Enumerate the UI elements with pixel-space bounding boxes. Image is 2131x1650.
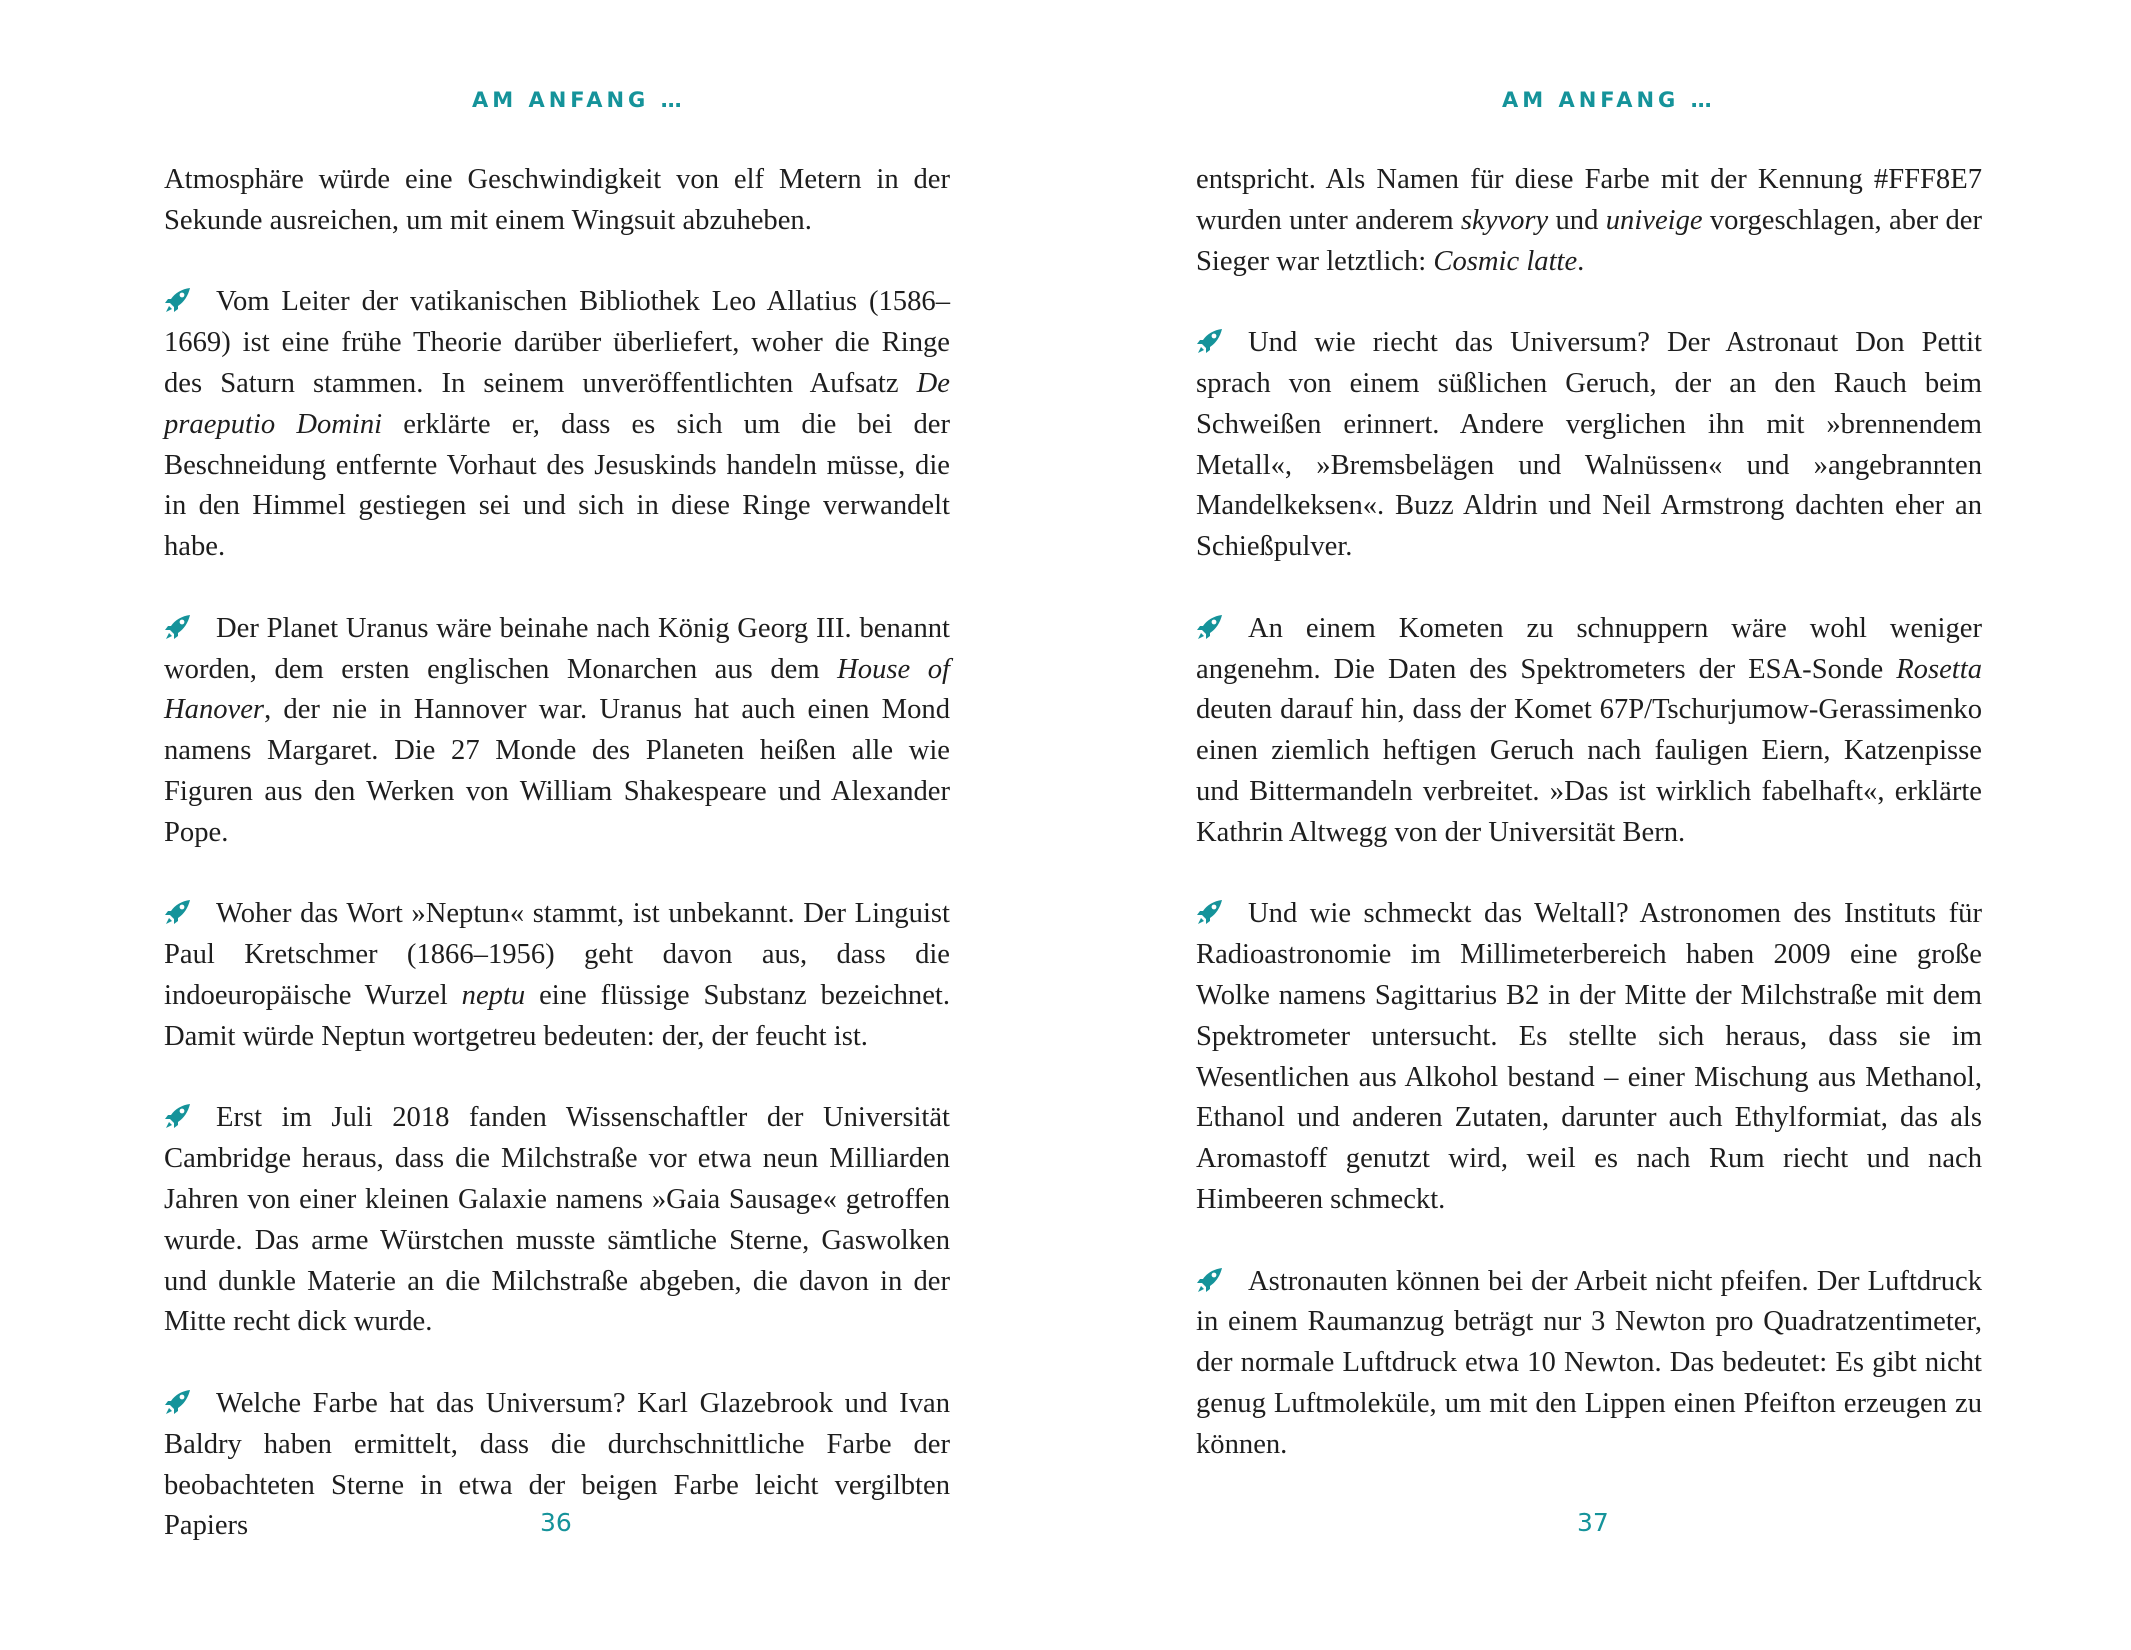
text-run: Atmosphäre würde eine Geschwindigkeit von elf Metern in der Sekunde ausreichen, um mit einem Wingsuit abzuheben.	[164, 164, 950, 236]
running-head: AM ANFANG …	[472, 88, 686, 112]
running-head: AM ANFANG …	[1502, 88, 1716, 112]
continued-paragraph	[164, 160, 950, 242]
rocket-icon	[164, 1103, 192, 1129]
text-run: .	[1577, 245, 1585, 277]
fact-paragraph	[164, 282, 950, 568]
page-number: 36	[540, 1508, 572, 1537]
fact-paragraph	[164, 1098, 950, 1343]
text-run: Vom Leiter der vatikanischen Bibliothek Leo Allatius (1586–1669) ist eine frühe Theorie darüber überliefert, woher die Ringe des Saturn stammen. In seinem unveröffentlichten Aufsatz	[164, 286, 950, 399]
fact-paragraph	[164, 894, 950, 1057]
text-run: deuten darauf hin, dass der Komet 67P/Tschurjumow-Gerassimenko einen ziemlich heftigen Geruch nach fauligen Eiern, Katzenpisse und Bittermandeln verbreitet. »Das ist wirklich fabelhaft«, erklärte Kathrin Altwegg von der Universität Bern.	[1196, 694, 1982, 848]
italic-term: House of Hanover	[164, 653, 951, 726]
rocket-icon	[164, 287, 192, 313]
text-run: An einem Kometen zu schnuppern wäre wohl weniger angenehm. Die Daten des Spektrometers der ESA-Sonde	[1196, 612, 1982, 685]
text-run: Der Planet Uranus wäre beinahe nach König Georg III. benannt worden, dem ersten englischen Monarchen aus dem	[164, 612, 950, 685]
rocket-icon	[1196, 899, 1224, 925]
text-run: eine flüssige Substanz bezeichnet. Damit würde Neptun wortgetreu bedeuten: der, der feucht ist.	[164, 979, 950, 1052]
page-number: 37	[1577, 1508, 1609, 1537]
text-run: Und wie riecht das Universum? Der Astronaut Don Pettit sprach von einem süßlichen Geruch, der an den Rauch beim Schweißen erinnert. Andere verglichen ihn mit »brennendem Metall«, »Bremsbelägen und Walnüssen« und »angebrannten Mandelkeksen«. Buzz Aldrin und Neil Armstrong dachten eher an Schießpulver.	[1196, 327, 1982, 563]
italic-term: De praeputio Domini	[164, 367, 950, 440]
fact-paragraph	[1196, 1262, 1982, 1466]
text-run: Erst im Juli 2018 fanden Wissenschaftler der Universität Cambridge heraus, dass die Milchstraße vor etwa neun Milliarden Jahren von einer kleinen Galaxie namens »Gaia Sausage« getroffen wurde. Das arme Würstchen musste sämtliche Sterne, Gaswolken und dunkle Materie an die Milchstraße abgeben, die davon in der Mitte recht dick wurde.	[164, 1102, 950, 1338]
rocket-icon	[1196, 1267, 1224, 1293]
text-run: Astronauten können bei der Arbeit nicht pfeifen. Der Luftdruck in einem Raumanzug beträgt nur 3 Newton pro Quadratzentimeter, der normale Luftdruck etwa 10 Newton. Das bedeutet: Es gibt nicht genug Luftmoleküle, um mit den Lippen einen Pfeifton erzeugen zu können.	[1196, 1265, 1982, 1460]
rocket-icon	[164, 899, 192, 925]
rocket-icon	[164, 614, 192, 640]
italic-term: univeige	[1605, 204, 1703, 236]
text-run: entspricht. Als Namen für diese Farbe mit der Kennung #FFF8E7 wurden unter anderem	[1196, 164, 1982, 236]
rocket-icon	[1196, 328, 1224, 354]
text-run: vorgeschlagen, aber der Sieger war letztlich:	[1196, 204, 1982, 277]
body-text	[1196, 160, 1982, 1506]
text-run: Welche Farbe hat das Universum? Karl Glazebrook und Ivan Baldry haben ermittelt, dass die durchschnittliche Farbe der beobachteten Sterne in etwa der beigen Farbe leicht vergilbten Papiers	[164, 1387, 950, 1542]
text-run: , der nie in Hannover war. Uranus hat auch einen Mond namens Margaret. Die 27 Monde des Planeten heißen alle wie Figuren aus den Werken von William Shakespeare und Alexander Pope.	[164, 694, 950, 848]
fact-paragraph	[1196, 323, 1982, 568]
text-run: Woher das Wort »Neptun« stammt, ist unbekannt. Der Linguist Paul Kretschmer (1866–1956) geht davon aus, dass die indoeuropäische Wurzel	[164, 898, 950, 1011]
text-run: Und wie schmeckt das Weltall? Astronomen des Instituts für Radioastronomie im Millimeterbereich haben 2009 eine große Wolke namens Sagittarius B2 in der Mitte der Milchstraße mit dem Spektrometer untersucht. Es stellte sich heraus, dass sie im Wesentlichen aus Alkohol bestand – einer Mischung aus Methanol, Ethanol und anderen Zutaten, darunter auch Ethylformiat, das als Aromastoff genutzt wird, weil es nach Rum riecht und nach Himbeeren schmeckt.	[1196, 898, 1982, 1215]
fact-paragraph	[1196, 609, 1982, 854]
rocket-icon	[1196, 614, 1224, 640]
italic-term: Rosetta	[1896, 653, 1982, 685]
continued-paragraph	[1196, 160, 1982, 282]
italic-term: neptu	[461, 979, 526, 1011]
left-page	[0, 0, 1065, 1650]
text-run: erklärte er, dass es sich um die bei der Beschneidung entfernte Vorhaut des Jesuskinds handeln müsse, die in den Himmel gestiegen sei und sich in diese Ringe verwandelt habe.	[164, 408, 951, 563]
fact-paragraph	[1196, 894, 1982, 1220]
text-run: und	[1548, 204, 1606, 236]
italic-term: Cosmic latte	[1433, 245, 1578, 277]
right-page	[1066, 0, 2131, 1650]
italic-term: skyvory	[1460, 204, 1549, 236]
rocket-icon	[164, 1389, 192, 1415]
fact-paragraph	[164, 609, 950, 854]
body-text	[164, 160, 950, 1588]
